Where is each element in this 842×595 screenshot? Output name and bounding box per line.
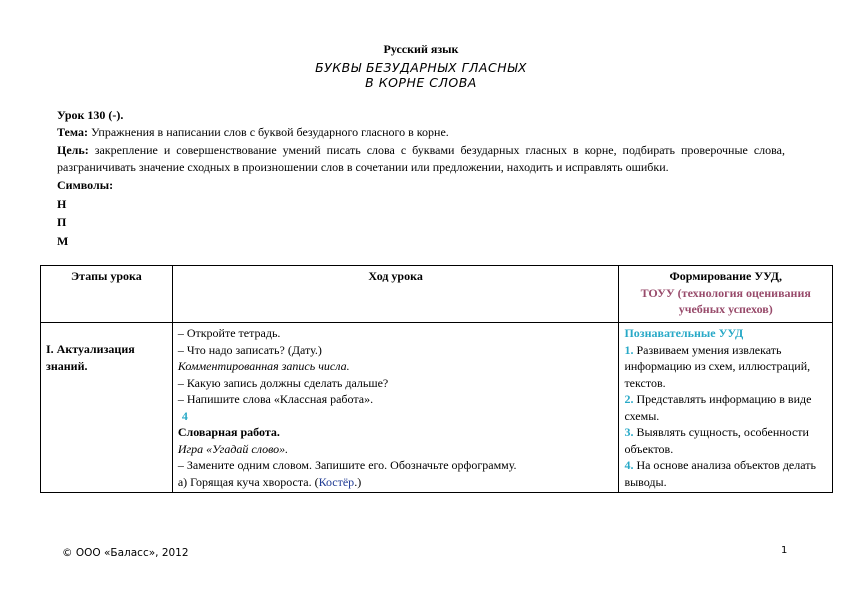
topic-text: Упражнения в написании слов с буквой безударного гласного в корне.	[90, 124, 449, 139]
uud-item-text: На основе анализа объектов делать выводы.	[624, 458, 816, 489]
progress-line: – Замените одним словом. Запишите его. Обозначьте орфограмму.	[177, 458, 517, 472]
progress-cell	[172, 323, 619, 493]
title-line-2: В КОРНЕ СЛОВА	[365, 75, 477, 90]
uud-item-text: Представлять информацию в виде схемы.	[624, 392, 812, 423]
table-header-row	[41, 266, 833, 323]
copyright-footer: © ООО «Баласс», 2012	[62, 547, 189, 559]
progress-line	[178, 474, 614, 491]
game-title: Игра «Угадай слово».	[177, 441, 289, 456]
lesson-table	[40, 265, 833, 493]
symbol-n: Н	[57, 196, 67, 211]
progress-line: – Откройте тетрадь.	[177, 326, 281, 340]
vocabulary-heading: Словарная работа.	[177, 425, 280, 439]
uud-item-text: Выявлять сущность, особенности объектов.	[624, 425, 809, 456]
answer-word: Костёр	[318, 474, 355, 489]
progress-line: Комментированная запись числа.	[177, 359, 350, 373]
symbol-number: 4	[181, 408, 188, 423]
task-text: а) Горящая куча хвороста. (	[177, 474, 319, 489]
table-row	[41, 323, 833, 493]
goal-label: Цель:	[57, 143, 89, 157]
stage-cell: I. Актуализация знаний.	[41, 323, 173, 493]
lesson-title	[0, 60, 842, 90]
symbol-m: М	[57, 233, 69, 248]
uud-cell	[619, 323, 833, 493]
uud-item	[624, 342, 827, 392]
uud-item	[624, 424, 827, 457]
symbols-label: Символы:	[57, 178, 114, 192]
uud-item-number: 2.	[624, 392, 634, 406]
symbol-p: П	[57, 215, 67, 229]
progress-line: – Какую запись должны сделать дальше?	[177, 375, 389, 390]
uud-item	[624, 457, 827, 490]
page-number: 1	[781, 545, 788, 556]
header-progress: Ход урока	[172, 266, 619, 323]
lesson-meta	[57, 107, 785, 249]
lesson-number: Урок 130 (-).	[57, 108, 124, 122]
uud-item	[624, 391, 827, 424]
header-touu: ТОУУ (технология оценивания учебных успехов)	[640, 285, 811, 316]
header-uud-label: Формирование УУД,	[669, 269, 782, 283]
uud-item-number: 4.	[624, 458, 634, 472]
task-end: .)	[354, 474, 362, 489]
header-stages: Этапы урока	[41, 266, 173, 323]
uud-item-number: 3.	[624, 425, 634, 439]
uud-item-number: 1.	[624, 342, 634, 357]
progress-line: – Что надо записать? (Дату.)	[177, 342, 322, 357]
subject-heading: Русский язык	[383, 42, 459, 56]
title-line-1: БУКВЫ БЕЗУДАРНЫХ ГЛАСНЫХ	[315, 60, 527, 75]
header-uud	[619, 266, 833, 323]
goal-text: закрепление и совершенствование умений писать слова с буквами безударных гласных в корне, подбирать проверочные слова, разграничивать значение сходных в произношении слов в сочетании или предложении, находить и исправлять ошибки.	[57, 143, 786, 174]
progress-line: – Напишите слова «Классная работа».	[177, 392, 374, 406]
topic-label: Тема:	[57, 124, 88, 139]
uud-title: Познавательные УУД	[624, 326, 744, 340]
uud-item-text: Развиваем умения извлекать информацию из схем, иллюстраций, текстов.	[624, 342, 811, 390]
